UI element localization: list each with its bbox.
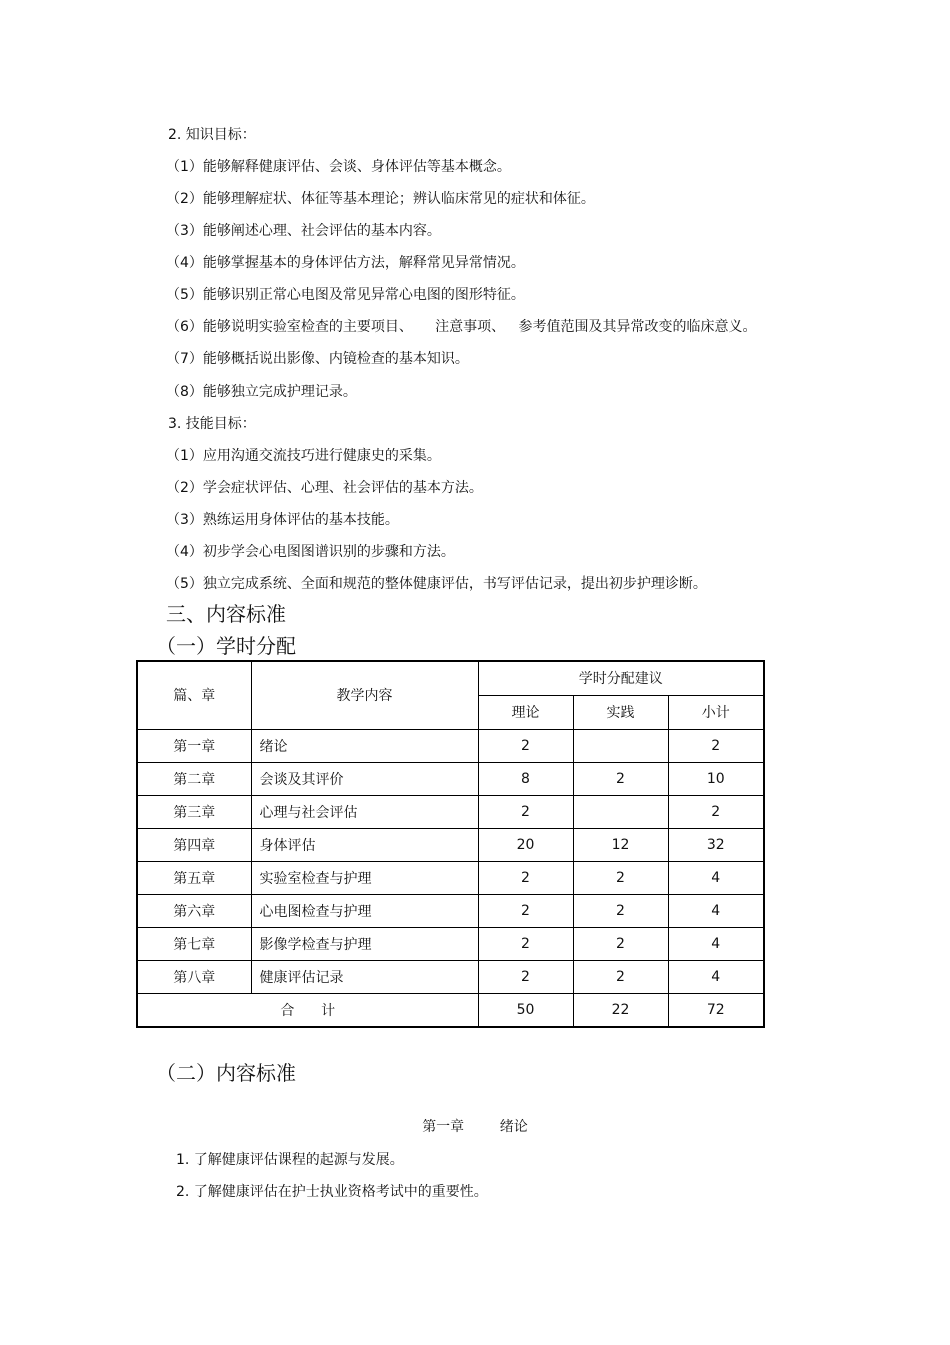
knowledge-item: （3）能够阐述心理、社会评估的基本内容。 xyxy=(166,223,441,239)
table-header-row xyxy=(137,661,764,695)
cell-theory: 2 xyxy=(478,795,573,828)
knowledge-item: （5）能够识别正常心电图及常见异常心电图的图形特征。 xyxy=(166,287,525,303)
cell-practice: 2 xyxy=(573,927,668,960)
cell-theory: 2 xyxy=(478,927,573,960)
knowledge-item: （6）能够说明实验室检查的主要项目、 注意事项、 参考值范围及其异常改变的临床意义。 xyxy=(166,319,757,335)
cell-theory: 20 xyxy=(478,828,573,861)
cell-content: 绪论 xyxy=(251,729,478,762)
cell-practice: 2 xyxy=(573,861,668,894)
header-subtotal: 小计 xyxy=(668,695,764,729)
cell-theory: 2 xyxy=(478,729,573,762)
hours-allocation-table xyxy=(136,660,765,1028)
cell-subtotal: 4 xyxy=(668,861,764,894)
subsection-title: （二）内容标准 xyxy=(156,1061,296,1085)
cell-theory: 2 xyxy=(478,861,573,894)
cell-subtotal: 10 xyxy=(668,762,764,795)
cell-chapter: 第六章 xyxy=(137,894,251,927)
header-practice: 实践 xyxy=(573,695,668,729)
header-content: 教学内容 xyxy=(251,661,478,729)
knowledge-item: （4）能够掌握基本的身体评估方法，解释常见异常情况。 xyxy=(166,255,525,271)
total-practice: 22 xyxy=(573,993,668,1027)
cell-practice xyxy=(573,729,668,762)
cell-content: 影像学检查与护理 xyxy=(251,927,478,960)
section-title: 三、内容标准 xyxy=(166,602,286,626)
cell-chapter: 第七章 xyxy=(137,927,251,960)
skills-item: （5）独立完成系统、全面和规范的整体健康评估，书写评估记录，提出初步护理诊断。 xyxy=(166,576,707,592)
knowledge-item: （1）能够解释健康评估、会谈、身体评估等基本概念。 xyxy=(166,159,511,175)
cell-content: 会谈及其评价 xyxy=(251,762,478,795)
skills-item: （4）初步学会心电图图谱识别的步骤和方法。 xyxy=(166,544,455,560)
cell-chapter: 第三章 xyxy=(137,795,251,828)
cell-chapter: 第五章 xyxy=(137,861,251,894)
cell-content: 实验室检查与护理 xyxy=(251,861,478,894)
table-row xyxy=(137,861,764,894)
cell-practice: 12 xyxy=(573,828,668,861)
cell-practice xyxy=(573,795,668,828)
skills-heading: 3. 技能目标： xyxy=(168,416,256,432)
cell-chapter: 第四章 xyxy=(137,828,251,861)
cell-subtotal: 4 xyxy=(668,927,764,960)
knowledge-item: （2）能够理解症状、体征等基本理论；辨认临床常见的症状和体征。 xyxy=(166,191,595,207)
table-total-row xyxy=(137,993,764,1027)
cell-subtotal: 2 xyxy=(668,729,764,762)
total-label: 合 计 xyxy=(137,993,478,1027)
cell-chapter: 第八章 xyxy=(137,960,251,993)
cell-subtotal: 2 xyxy=(668,795,764,828)
knowledge-heading: 2. 知识目标： xyxy=(168,127,256,143)
header-hours-group: 学时分配建议 xyxy=(478,661,764,695)
cell-content: 健康评估记录 xyxy=(251,960,478,993)
table-row xyxy=(137,762,764,795)
table-row xyxy=(137,927,764,960)
cell-practice: 2 xyxy=(573,894,668,927)
subsection-title: （一）学时分配 xyxy=(156,634,296,658)
skills-item: （2）学会症状评估、心理、社会评估的基本方法。 xyxy=(166,480,483,496)
cell-practice: 2 xyxy=(573,762,668,795)
table-row xyxy=(137,894,764,927)
cell-chapter: 第一章 xyxy=(137,729,251,762)
cell-content: 心电图检查与护理 xyxy=(251,894,478,927)
cell-chapter: 第二章 xyxy=(137,762,251,795)
cell-subtotal: 32 xyxy=(668,828,764,861)
table-row xyxy=(137,729,764,762)
total-subtotal: 72 xyxy=(668,993,764,1027)
chapter-item: 2. 了解健康评估在护士执业资格考试中的重要性。 xyxy=(176,1184,488,1200)
cell-subtotal: 4 xyxy=(668,894,764,927)
table-row xyxy=(137,828,764,861)
skills-item: （3）熟练运用身体评估的基本技能。 xyxy=(166,512,399,528)
cell-theory: 8 xyxy=(478,762,573,795)
cell-subtotal: 4 xyxy=(668,960,764,993)
header-chapter: 篇、章 xyxy=(137,661,251,729)
knowledge-item: （8）能够独立完成护理记录。 xyxy=(166,384,357,400)
chapter-title: 第一章 绪论 xyxy=(422,1119,528,1135)
cell-theory: 2 xyxy=(478,960,573,993)
table-row xyxy=(137,960,764,993)
table-row xyxy=(137,795,764,828)
chapter-item: 1. 了解健康评估课程的起源与发展。 xyxy=(176,1152,404,1168)
cell-practice: 2 xyxy=(573,960,668,993)
header-theory: 理论 xyxy=(478,695,573,729)
cell-theory: 2 xyxy=(478,894,573,927)
skills-item: （1）应用沟通交流技巧进行健康史的采集。 xyxy=(166,448,441,464)
cell-content: 身体评估 xyxy=(251,828,478,861)
knowledge-item: （7）能够概括说出影像、内镜检查的基本知识。 xyxy=(166,351,469,367)
total-theory: 50 xyxy=(478,993,573,1027)
cell-content: 心理与社会评估 xyxy=(251,795,478,828)
